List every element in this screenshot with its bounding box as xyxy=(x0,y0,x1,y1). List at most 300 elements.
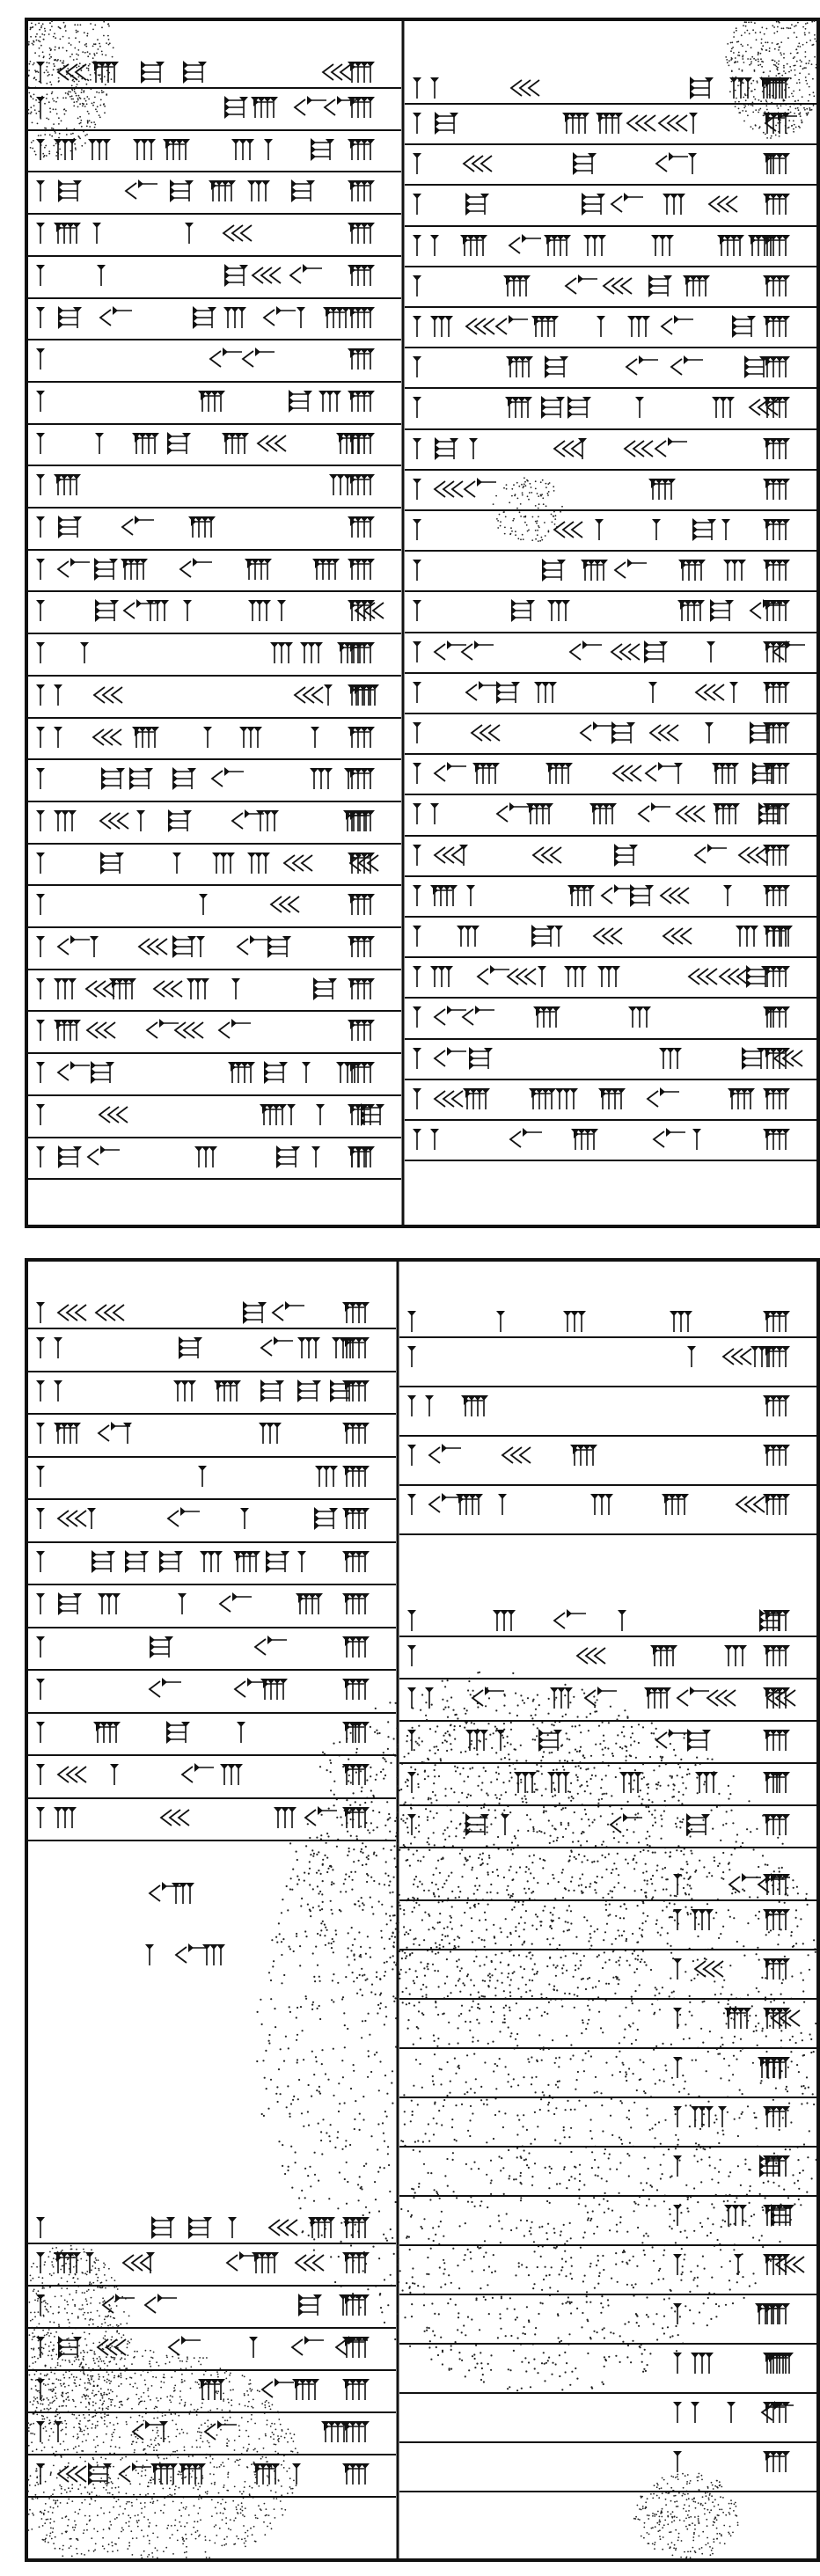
stipple-dot xyxy=(518,1922,520,1924)
stipple-dot xyxy=(55,132,56,134)
stipple-dot xyxy=(689,2011,691,2013)
stipple-dot xyxy=(345,1891,347,1892)
stipple-dot xyxy=(426,2330,428,2331)
stipple-dot xyxy=(471,1740,472,1742)
stipple-dot xyxy=(260,2509,262,2511)
stipple-dot xyxy=(601,2177,603,2179)
stipple-dot xyxy=(77,99,79,101)
stipple-dot xyxy=(598,1954,600,1956)
stipple-dot xyxy=(134,2356,135,2358)
stipple-dot xyxy=(244,2486,245,2488)
stipple-dot xyxy=(805,51,807,53)
stipple-dot xyxy=(559,2080,560,2082)
stipple-dot xyxy=(188,2455,190,2457)
stipple-dot xyxy=(443,1928,445,1929)
stipple-dot xyxy=(265,2435,267,2437)
stipple-dot xyxy=(371,1906,373,1908)
stipple-dot xyxy=(681,2273,683,2275)
stipple-dot xyxy=(303,2059,304,2060)
stipple-dot xyxy=(359,1955,361,1957)
stipple-dot xyxy=(743,1955,745,1957)
stipple-dot xyxy=(234,2440,236,2441)
stipple-dot xyxy=(127,2399,128,2401)
stipple-dot xyxy=(203,2374,205,2375)
stipple-dot xyxy=(33,77,35,79)
stipple-dot xyxy=(799,82,801,84)
stipple-dot xyxy=(796,1925,798,1927)
stipple-dot xyxy=(128,2545,130,2547)
stipple-dot xyxy=(146,2460,148,2462)
stipple-dot xyxy=(663,2316,665,2317)
stipple-dot xyxy=(545,2266,546,2268)
stipple-dot xyxy=(676,2350,677,2352)
stipple-dot xyxy=(508,1972,509,1974)
stipple-dot xyxy=(750,91,752,92)
stipple-dot xyxy=(729,2171,731,2173)
stipple-dot xyxy=(236,2536,238,2537)
stipple-dot xyxy=(679,2014,681,2016)
stipple-dot xyxy=(289,2477,291,2479)
stipple-dot xyxy=(566,2187,567,2189)
stipple-dot xyxy=(455,2341,457,2343)
stipple-dot xyxy=(316,1854,318,1855)
stipple-dot xyxy=(383,2133,384,2134)
stipple-dot xyxy=(152,2557,154,2558)
stipple-dot xyxy=(467,2201,469,2203)
stipple-dot xyxy=(480,2379,482,2381)
stipple-dot xyxy=(795,1909,797,1911)
stipple-dot xyxy=(604,2212,605,2214)
stipple-dot xyxy=(131,2505,133,2506)
stipple-dot xyxy=(90,74,92,76)
stipple-dot xyxy=(753,96,755,98)
stipple-dot xyxy=(757,80,758,82)
stipple-dot xyxy=(655,2045,657,2047)
stipple-dot xyxy=(484,1964,486,1965)
stipple-dot xyxy=(552,2039,553,2041)
stipple-dot xyxy=(399,1950,400,1952)
stipple-dot xyxy=(520,1996,522,1998)
stipple-dot xyxy=(625,2075,626,2077)
stipple-dot xyxy=(441,1939,443,1941)
stipple-dot xyxy=(75,92,77,94)
stipple-dot xyxy=(363,1904,365,1906)
stipple-dot xyxy=(483,2296,485,2298)
stipple-dot xyxy=(624,1709,626,1711)
stipple-dot xyxy=(809,109,811,111)
stipple-dot xyxy=(414,1749,415,1751)
stipple-dot xyxy=(90,2375,92,2377)
stipple-dot xyxy=(388,1813,390,1815)
stipple-dot xyxy=(495,1772,497,1774)
stipple-dot xyxy=(490,1823,492,1825)
stipple-dot xyxy=(756,2127,758,2129)
stipple-dot xyxy=(224,2419,226,2421)
stipple-dot xyxy=(656,1870,658,1871)
stipple-dot xyxy=(736,1941,738,1943)
stipple-dot xyxy=(257,2389,259,2391)
stipple-dot xyxy=(782,2117,784,2119)
stipple-dot xyxy=(56,2408,58,2410)
stipple-dot xyxy=(30,29,32,31)
stipple-dot xyxy=(308,2235,310,2236)
stipple-dot xyxy=(320,2140,322,2141)
stipple-dot xyxy=(473,2053,475,2055)
stipple-dot xyxy=(388,2164,390,2166)
stipple-dot xyxy=(407,1933,409,1935)
stipple-dot xyxy=(144,2384,146,2386)
stipple-dot xyxy=(602,2130,604,2132)
stipple-dot xyxy=(506,484,508,486)
stipple-dot xyxy=(418,1725,420,1727)
stipple-dot xyxy=(541,1795,543,1797)
stipple-dot xyxy=(619,1979,620,1980)
stipple-dot xyxy=(536,1928,538,1930)
stipple-dot xyxy=(787,2090,788,2092)
stipple-dot xyxy=(745,21,747,23)
stipple-dot xyxy=(450,1809,451,1811)
stipple-dot xyxy=(507,2081,509,2082)
stipple-dot xyxy=(589,2220,591,2221)
stipple-dot xyxy=(73,2448,75,2449)
stipple-dot xyxy=(440,2221,442,2222)
stipple-dot xyxy=(549,2202,551,2204)
stipple-dot xyxy=(101,51,103,53)
stipple-dot xyxy=(524,2333,526,2335)
stipple-dot xyxy=(566,1970,567,1972)
stipple-dot xyxy=(538,508,539,509)
stipple-dot xyxy=(798,109,800,111)
stipple-dot xyxy=(383,1778,384,1780)
stipple-dot xyxy=(450,1724,451,1726)
stipple-dot xyxy=(530,1872,531,1874)
stipple-dot xyxy=(439,2266,441,2268)
stipple-dot xyxy=(276,1942,278,1943)
stipple-dot xyxy=(473,2162,475,2163)
stipple-dot xyxy=(384,2167,385,2169)
stipple-dot xyxy=(651,2186,653,2188)
stipple-dot xyxy=(666,1906,668,1907)
stipple-dot xyxy=(328,2198,330,2199)
stipple-dot xyxy=(568,1993,570,1994)
stipple-dot xyxy=(319,1766,321,1767)
stipple-dot xyxy=(318,1892,319,1894)
stipple-dot xyxy=(152,2533,154,2535)
stipple-dot xyxy=(711,1875,713,1877)
stipple-dot xyxy=(731,48,733,50)
stipple-dot xyxy=(555,2363,557,2365)
stipple-dot xyxy=(689,1884,691,1886)
stipple-dot xyxy=(715,2303,717,2305)
stipple-dot xyxy=(267,2419,268,2421)
stipple-dot xyxy=(760,100,762,102)
stipple-dot xyxy=(539,1921,541,1922)
stipple-dot xyxy=(234,2543,236,2545)
stipple-dot xyxy=(488,1857,490,1859)
stipple-dot xyxy=(655,1994,656,1996)
stipple-dot xyxy=(675,1754,677,1756)
stipple-dot xyxy=(70,56,71,58)
stipple-dot xyxy=(808,1954,809,1956)
stipple-dot xyxy=(49,134,51,135)
stipple-dot xyxy=(363,1974,365,1976)
stipple-dot xyxy=(779,46,780,48)
stipple-dot xyxy=(438,1986,440,1987)
stipple-dot xyxy=(326,1857,328,1859)
stipple-dot xyxy=(434,2102,436,2104)
stipple-dot xyxy=(422,2014,424,2016)
stipple-dot xyxy=(387,2153,389,2155)
stipple-dot xyxy=(85,46,87,48)
stipple-dot xyxy=(515,2319,516,2321)
stipple-dot xyxy=(395,2201,397,2203)
stipple-dot xyxy=(72,99,74,100)
stipple-dot xyxy=(656,2189,658,2191)
stipple-dot xyxy=(304,1930,306,1932)
stipple-dot xyxy=(750,2215,752,2217)
stipple-dot xyxy=(141,2397,143,2398)
stipple-dot xyxy=(476,1877,478,1879)
stipple-dot xyxy=(532,1699,534,1701)
stipple-dot xyxy=(750,61,752,62)
stipple-dot xyxy=(100,99,102,101)
stipple-dot xyxy=(619,1964,620,1965)
stipple-dot xyxy=(339,2171,340,2173)
stipple-dot xyxy=(450,1749,452,1751)
stipple-dot xyxy=(710,2232,712,2234)
stipple-dot xyxy=(482,1853,484,1855)
stipple-dot xyxy=(516,1760,517,1761)
stipple-dot xyxy=(565,1921,567,1922)
stipple-dot xyxy=(579,1877,581,1879)
stipple-dot xyxy=(362,1994,363,1996)
stipple-dot xyxy=(668,1784,670,1786)
stipple-dot xyxy=(567,1760,568,1762)
stipple-dot xyxy=(473,1985,475,1987)
stipple-dot xyxy=(535,480,537,482)
stipple-dot xyxy=(582,2019,583,2021)
stipple-dot xyxy=(270,2490,272,2492)
stipple-dot xyxy=(540,1925,542,1927)
stipple-dot xyxy=(755,109,757,111)
stipple-dot xyxy=(626,2074,627,2075)
stipple-dot xyxy=(772,2182,774,2184)
stipple-dot xyxy=(299,1945,301,1947)
stipple-dot xyxy=(444,1788,446,1789)
stipple-dot xyxy=(737,2165,739,2167)
stipple-dot xyxy=(508,1965,509,1966)
stipple-dot xyxy=(428,1914,429,1915)
stipple-dot xyxy=(241,2493,243,2495)
stipple-dot xyxy=(680,2231,682,2233)
stipple-dot xyxy=(633,2256,634,2258)
stipple-dot xyxy=(762,2209,764,2211)
stipple-dot xyxy=(353,2070,355,2072)
stipple-dot xyxy=(589,1933,591,1935)
stipple-dot xyxy=(217,2376,219,2378)
stipple-dot xyxy=(411,2188,413,2190)
stipple-dot xyxy=(697,2201,699,2203)
stipple-dot xyxy=(633,2073,634,2075)
stipple-dot xyxy=(758,1866,759,1868)
stipple-dot xyxy=(738,69,740,70)
stipple-dot xyxy=(499,2313,501,2315)
stipple-dot xyxy=(813,91,815,93)
stipple-dot xyxy=(55,2536,56,2538)
stipple-dot xyxy=(546,1965,548,1967)
stipple-dot xyxy=(354,2119,355,2120)
stipple-dot xyxy=(445,1879,447,1881)
stipple-dot xyxy=(578,2203,580,2205)
stipple-dot xyxy=(238,2504,239,2506)
stipple-dot xyxy=(528,530,530,531)
stipple-dot xyxy=(523,2159,525,2161)
stipple-dot xyxy=(644,2092,646,2094)
stipple-dot xyxy=(411,2303,413,2305)
stipple-dot xyxy=(749,2190,750,2192)
stipple-dot xyxy=(494,1810,496,1811)
stipple-dot xyxy=(637,1958,639,1960)
stipple-dot xyxy=(628,2110,630,2111)
stipple-dot xyxy=(532,1738,534,1740)
stipple-dot xyxy=(763,132,765,134)
stipple-dot xyxy=(579,1724,581,1726)
stipple-dot xyxy=(565,2109,567,2111)
stipple-dot xyxy=(344,2046,346,2048)
stipple-dot xyxy=(621,1935,623,1936)
stipple-dot xyxy=(234,2461,236,2463)
stipple-dot xyxy=(154,2440,156,2441)
stipple-dot xyxy=(531,1892,532,1893)
stipple-dot xyxy=(524,522,526,523)
stipple-dot xyxy=(113,2506,114,2508)
stipple-dot xyxy=(275,2093,277,2095)
stipple-dot xyxy=(384,1884,385,1885)
stipple-dot xyxy=(585,2028,587,2030)
stipple-dot xyxy=(195,2485,197,2486)
stipple-dot xyxy=(70,96,71,98)
stipple-dot xyxy=(751,56,753,58)
stipple-dot xyxy=(778,73,780,75)
stipple-dot xyxy=(728,2065,730,2067)
stipple-dot xyxy=(787,109,789,111)
stipple-dot xyxy=(693,1978,695,1980)
stipple-dot xyxy=(319,2018,321,2020)
stipple-dot xyxy=(530,2143,531,2145)
stipple-dot xyxy=(646,2182,648,2184)
stipple-dot xyxy=(541,494,543,495)
stipple-dot xyxy=(77,2513,79,2514)
stipple-dot xyxy=(362,1842,363,1844)
stipple-dot xyxy=(583,1757,585,1759)
stipple-dot xyxy=(491,1747,493,1749)
stipple-dot xyxy=(623,1726,625,1728)
stipple-dot xyxy=(670,2044,672,2045)
stipple-dot xyxy=(105,55,106,56)
stipple-dot xyxy=(378,2210,380,2212)
stipple-dot xyxy=(728,65,730,67)
stipple-dot xyxy=(372,1829,374,1831)
stipple-dot xyxy=(570,2058,572,2060)
stipple-dot xyxy=(433,2118,435,2119)
stipple-dot xyxy=(430,1947,432,1949)
stipple-dot xyxy=(595,1986,597,1987)
stipple-dot xyxy=(688,1773,690,1775)
stipple-dot xyxy=(509,2175,510,2177)
stipple-dot xyxy=(443,1883,445,1884)
stipple-dot xyxy=(576,1995,578,1997)
stipple-dot xyxy=(85,100,87,102)
stipple-dot xyxy=(797,107,799,109)
stipple-dot xyxy=(802,68,804,70)
stipple-dot xyxy=(443,2236,444,2237)
stipple-dot xyxy=(452,1709,454,1711)
stipple-dot xyxy=(103,103,105,105)
stipple-dot xyxy=(94,97,96,99)
stipple-dot xyxy=(276,2086,278,2088)
stipple-dot xyxy=(474,1885,476,1887)
stipple-dot xyxy=(595,1744,597,1745)
stipple-dot xyxy=(766,28,768,30)
stipple-dot xyxy=(413,2044,414,2045)
stipple-dot xyxy=(794,100,796,102)
stipple-dot xyxy=(765,1863,766,1865)
stipple-dot xyxy=(560,2230,562,2232)
stipple-dot xyxy=(515,2038,516,2040)
stipple-dot xyxy=(496,518,498,520)
stipple-dot xyxy=(97,39,99,40)
stipple-dot xyxy=(378,2089,380,2091)
stipple-dot xyxy=(632,2340,633,2342)
stipple-dot xyxy=(465,1751,466,1753)
stipple-dot xyxy=(800,2204,802,2206)
stipple-dot xyxy=(583,2184,585,2185)
stipple-dot xyxy=(121,2404,123,2406)
stipple-dot xyxy=(526,1791,528,1793)
stipple-dot xyxy=(658,2270,660,2272)
stipple-dot xyxy=(346,1799,348,1801)
stipple-dot xyxy=(619,2192,620,2194)
stipple-dot xyxy=(389,1831,391,1833)
stipple-dot xyxy=(610,2115,611,2117)
stipple-dot xyxy=(80,120,82,121)
stipple-dot xyxy=(728,1862,730,1863)
stipple-dot xyxy=(91,2537,92,2539)
stipple-dot xyxy=(605,1775,607,1776)
stipple-dot xyxy=(338,2256,340,2258)
stipple-dot xyxy=(71,54,73,55)
stipple-dot xyxy=(177,2429,179,2431)
stipple-dot xyxy=(679,2316,681,2317)
stipple-dot xyxy=(613,1837,615,1839)
stipple-dot xyxy=(577,1841,579,1842)
stipple-dot xyxy=(111,2433,113,2435)
stipple-dot xyxy=(561,1872,563,1874)
stipple-dot xyxy=(135,2373,136,2375)
stipple-dot xyxy=(640,1851,641,1853)
stipple-dot xyxy=(332,1913,333,1914)
stipple-dot xyxy=(499,2031,501,2032)
stipple-dot xyxy=(35,99,37,101)
stipple-dot xyxy=(508,2149,509,2151)
stipple-dot xyxy=(580,1746,582,1748)
stipple-dot xyxy=(28,41,30,43)
stipple-dot xyxy=(413,2085,414,2087)
stipple-dot xyxy=(285,2036,287,2038)
stipple-dot xyxy=(717,2132,719,2133)
stipple-dot xyxy=(520,1916,522,1918)
stipple-dot xyxy=(722,1878,724,1880)
